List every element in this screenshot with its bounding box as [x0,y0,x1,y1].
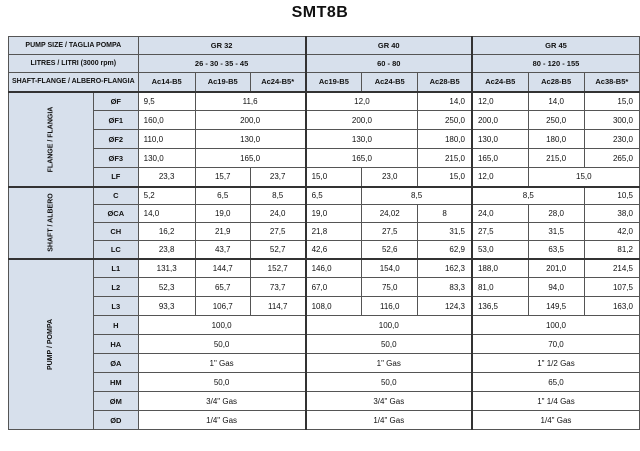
value-cell: 15,0 [528,168,639,187]
table-row [9,187,640,205]
value-cell: 200,0 [472,111,528,130]
section-flange [9,92,94,187]
value-cell: 67,0 [306,278,362,297]
value-cell: 15,7 [195,168,250,187]
litres-row [9,55,640,73]
value-cell: 250,0 [528,111,584,130]
value-cell: 15,0 [584,92,639,111]
table-row [9,241,640,259]
value-cell: 1/4" Gas [472,411,640,430]
value-cell: 24,0 [472,205,528,223]
value-cell: 1/4" Gas [138,411,305,430]
value-cell: 130,0 [138,149,195,168]
flange-type-row [9,73,640,92]
flange-type: Ac28-B5 [528,73,584,92]
value-cell: 152,7 [250,259,305,278]
flange-type: Ac19-B5 [195,73,250,92]
flange-type: Ac24-B5* [250,73,305,92]
value-cell: 3/4" Gas [138,392,305,411]
value-cell: 15,0 [306,168,362,187]
value-cell: 42,0 [584,223,639,241]
value-cell: 250,0 [418,111,472,130]
value-cell: 10,5 [584,187,639,205]
value-cell: 106,7 [195,297,250,316]
value-cell: 8 [418,205,472,223]
value-cell: 52,3 [138,278,195,297]
value-cell: 114,7 [250,297,305,316]
value-cell: 50,0 [306,373,472,392]
group-gr45: GR 45 [472,37,640,55]
value-cell: 107,5 [584,278,639,297]
dim-label: ØF3 [94,149,139,168]
value-cell: 215,0 [418,149,472,168]
value-cell: 5,2 [138,187,195,205]
value-cell: 144,7 [195,259,250,278]
value-cell: 300,0 [584,111,639,130]
value-cell: 180,0 [418,130,472,149]
table-row [9,168,640,187]
value-cell: 160,0 [138,111,195,130]
dim-label: ØM [94,392,139,411]
value-cell: 180,0 [528,130,584,149]
value-cell: 149,5 [528,297,584,316]
value-cell: 188,0 [472,259,528,278]
value-cell: 14,0 [528,92,584,111]
dim-label: L1 [94,259,139,278]
value-cell: 11,6 [195,92,305,111]
value-cell: 136,5 [472,297,528,316]
flange-type: Ac24-B5 [362,73,418,92]
value-cell: 27,5 [472,223,528,241]
pump-size-row [9,37,640,55]
value-cell: 24,02 [362,205,418,223]
value-cell: 31,5 [418,223,472,241]
value-cell: 43,7 [195,241,250,259]
value-cell: 81,2 [584,241,639,259]
dim-label: LC [94,241,139,259]
dim-label: HM [94,373,139,392]
pump-size-label: PUMP SIZE / TAGLIA POMPA [9,37,139,55]
value-cell: 70,0 [472,335,640,354]
value-cell: 19,0 [306,205,362,223]
section-pump [9,259,94,430]
value-cell: 163,0 [584,297,639,316]
value-cell: 1" 1/4 Gas [472,392,640,411]
section-flange-label: FLANGE / FLANGIA [47,106,55,172]
value-cell: 131,3 [138,259,195,278]
value-cell: 62,9 [418,241,472,259]
value-cell: 93,3 [138,297,195,316]
value-cell: 42,6 [306,241,362,259]
value-cell: 1" Gas [306,354,472,373]
section-pump-label: PUMP / POMPA [47,318,55,370]
value-cell: 21,8 [306,223,362,241]
dim-label: LF [94,168,139,187]
value-cell: 130,0 [306,130,418,149]
value-cell: 63,5 [528,241,584,259]
value-cell: 200,0 [195,111,305,130]
value-cell: 165,0 [195,149,305,168]
dim-label: C [94,187,139,205]
dim-label: HA [94,335,139,354]
value-cell: 214,5 [584,259,639,278]
value-cell: 201,0 [528,259,584,278]
value-cell: 100,0 [306,316,472,335]
value-cell: 38,0 [584,205,639,223]
section-shaft-label: SHAFT / ALBERO [47,193,55,252]
value-cell: 116,0 [362,297,418,316]
value-cell: 83,3 [418,278,472,297]
table-row [9,316,640,335]
value-cell: 124,3 [418,297,472,316]
value-cell: 52,7 [250,241,305,259]
value-cell: 31,5 [528,223,584,241]
value-cell: 1" Gas [138,354,305,373]
value-cell: 9,5 [138,92,195,111]
value-cell: 12,0 [472,92,528,111]
value-cell: 27,5 [250,223,305,241]
table-row [9,259,640,278]
table-row [9,354,640,373]
value-cell: 8,5 [362,187,472,205]
value-cell: 24,0 [250,205,305,223]
dim-label: L2 [94,278,139,297]
value-cell: 215,0 [528,149,584,168]
flange-type: Ac24-B5 [472,73,528,92]
table-row [9,92,640,111]
value-cell: 12,0 [472,168,528,187]
value-cell: 230,0 [584,130,639,149]
table-row [9,130,640,149]
value-cell: 53,0 [472,241,528,259]
litres-gr45: 80 - 120 - 155 [472,55,640,73]
page-title: SMT8B [291,4,349,21]
section-shaft [9,187,94,259]
value-cell: 100,0 [138,316,305,335]
table-row [9,149,640,168]
flange-type: Ac14-B5 [138,73,195,92]
dim-label: H [94,316,139,335]
value-cell: 14,0 [138,205,195,223]
value-cell: 52,6 [362,241,418,259]
dimensions-table [8,36,640,430]
table-row [9,205,640,223]
dim-label: ØF1 [94,111,139,130]
table-row [9,278,640,297]
value-cell: 108,0 [306,297,362,316]
shaft-flange-label: SHAFT-FLANGE / ALBERO-FLANGIA [9,73,139,92]
value-cell: 8,5 [472,187,584,205]
value-cell: 50,0 [306,335,472,354]
dim-label: CH [94,223,139,241]
flange-type: Ac28-B5 [418,73,472,92]
litres-gr40: 60 - 80 [306,55,472,73]
value-cell: 23,7 [250,168,305,187]
value-cell: 130,0 [472,130,528,149]
value-cell: 50,0 [138,335,305,354]
value-cell: 23,8 [138,241,195,259]
value-cell: 6,5 [306,187,362,205]
value-cell: 65,0 [472,373,640,392]
value-cell: 27,5 [362,223,418,241]
group-gr40: GR 40 [306,37,472,55]
value-cell: 265,0 [584,149,639,168]
value-cell: 50,0 [138,373,305,392]
table-row [9,392,640,411]
table-row [9,111,640,130]
value-cell: 154,0 [362,259,418,278]
litres-gr32: 26 - 30 - 35 - 45 [138,55,305,73]
value-cell: 130,0 [195,130,305,149]
dim-label: ØA [94,354,139,373]
table-row [9,411,640,430]
dim-label: ØD [94,411,139,430]
value-cell: 12,0 [306,92,418,111]
value-cell: 165,0 [472,149,528,168]
dim-label: ØCA [94,205,139,223]
dim-label: ØF [94,92,139,111]
table-row [9,297,640,316]
group-gr32: GR 32 [138,37,305,55]
value-cell: 65,7 [195,278,250,297]
value-cell: 146,0 [306,259,362,278]
flange-type: Ac19-B5 [306,73,362,92]
value-cell: 23,3 [138,168,195,187]
table-row [9,335,640,354]
value-cell: 200,0 [306,111,418,130]
flange-type: Ac38-B5* [584,73,639,92]
value-cell: 19,0 [195,205,250,223]
value-cell: 75,0 [362,278,418,297]
dim-label: ØF2 [94,130,139,149]
value-cell: 15,0 [418,168,472,187]
value-cell: 110,0 [138,130,195,149]
value-cell: 100,0 [472,316,640,335]
value-cell: 1/4" Gas [306,411,472,430]
value-cell: 1" 1/2 Gas [472,354,640,373]
value-cell: 16,2 [138,223,195,241]
table-row [9,223,640,241]
value-cell: 165,0 [306,149,418,168]
value-cell: 3/4" Gas [306,392,472,411]
value-cell: 81,0 [472,278,528,297]
value-cell: 6,5 [195,187,250,205]
value-cell: 23,0 [362,168,418,187]
value-cell: 21,9 [195,223,250,241]
value-cell: 94,0 [528,278,584,297]
value-cell: 28,0 [528,205,584,223]
value-cell: 73,7 [250,278,305,297]
litres-label: LITRES / LITRI (3000 rpm) [9,55,139,73]
value-cell: 14,0 [418,92,472,111]
value-cell: 8,5 [250,187,305,205]
table-row [9,373,640,392]
value-cell: 162,3 [418,259,472,278]
dim-label: L3 [94,297,139,316]
